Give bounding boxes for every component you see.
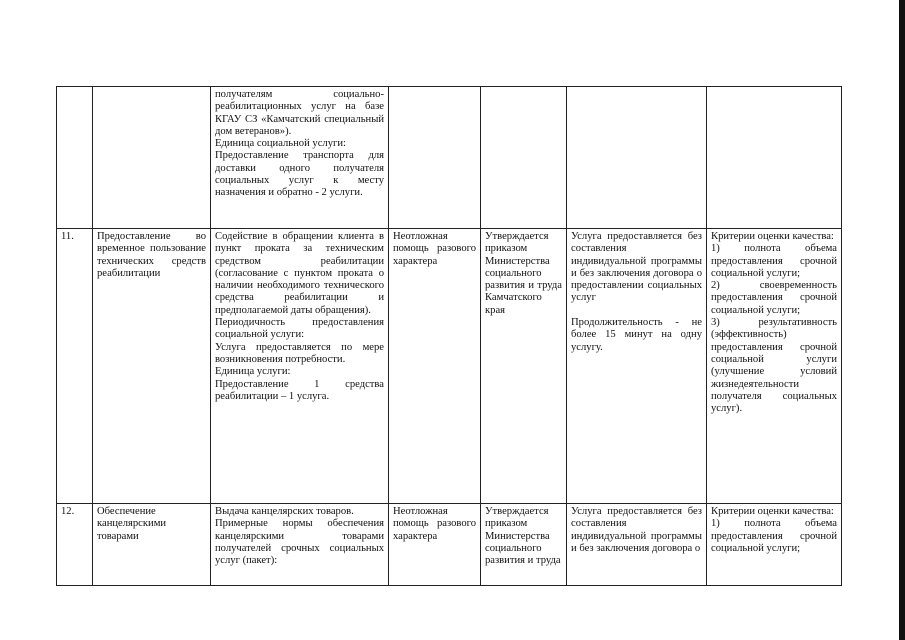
service-approval: Утверждается приказом Министерства социального развития и труда [481,504,567,586]
service-name: Обеспечение канцелярскими товарами [93,504,211,586]
service-form: Неотложная помощь разового характера [389,229,481,504]
quality-criteria [707,87,842,229]
row-number: 11. [57,229,93,504]
service-form [389,87,481,229]
scan-edge [899,0,905,640]
service-description: Содействие в обращении клиента в пункт проката за техническим средством реабилитации (согласование с пунктом проката о наличии необходимого технического средства реабилитации и предполагаемой даты обращения). Периодичность предоставления социальной услуги: Услуга предоставляется по мере возникновения потребности. Единица услуги: Предоставление 1 средства реабилитации – 1 услуга. [211,229,389,504]
service-description: Выдача канцелярских товаров. Примерные нормы обеспечения канцелярскими товарами получателей срочных социальных услуг (пакет): [211,504,389,586]
services-table [56,86,842,586]
table-row [57,87,842,229]
quality-criteria: Критерии оценки качества: 1) полнота объема предоставления срочной социальной услуги; [707,504,842,586]
service-terms: Услуга предоставляется без составления индивидуальной программы и без заключения договора о [567,504,707,586]
service-approval: Утверждается приказом Министерства социального развития и труда Камчатского края [481,229,567,504]
service-description: получателям социально-реабилитационных услуг на базе КГАУ СЗ «Камчатский специальный дом ветеранов»). Единица социальной услуги: Предоставление транспорта для доставки одного получателя социальных услуг к месту назначения и обратно - 2 услуги. [211,87,389,229]
quality-criteria: Критерии оценки качества: 1) полнота объема предоставления срочной социальной услуги; 2) своевременность предоставления срочной социальной услуги; 3) результативность (эффективность) предоставления срочной социальной услуги (улучшение условий жизнедеятельности получателя социальных услуг). [707,229,842,504]
row-number [57,87,93,229]
row-number: 12. [57,504,93,586]
service-approval [481,87,567,229]
service-name [93,87,211,229]
table-row [57,504,842,586]
service-terms: Услуга предоставляется без составления индивидуальной программы и без заключения договора о предоставлении социальных услуг Продолжительность - не более 15 минут на одну услугу. [567,229,707,504]
service-name: Предоставление во временное пользование технических средств реабилитации [93,229,211,504]
service-terms [567,87,707,229]
service-form: Неотложная помощь разового характера [389,504,481,586]
table-row [57,229,842,504]
